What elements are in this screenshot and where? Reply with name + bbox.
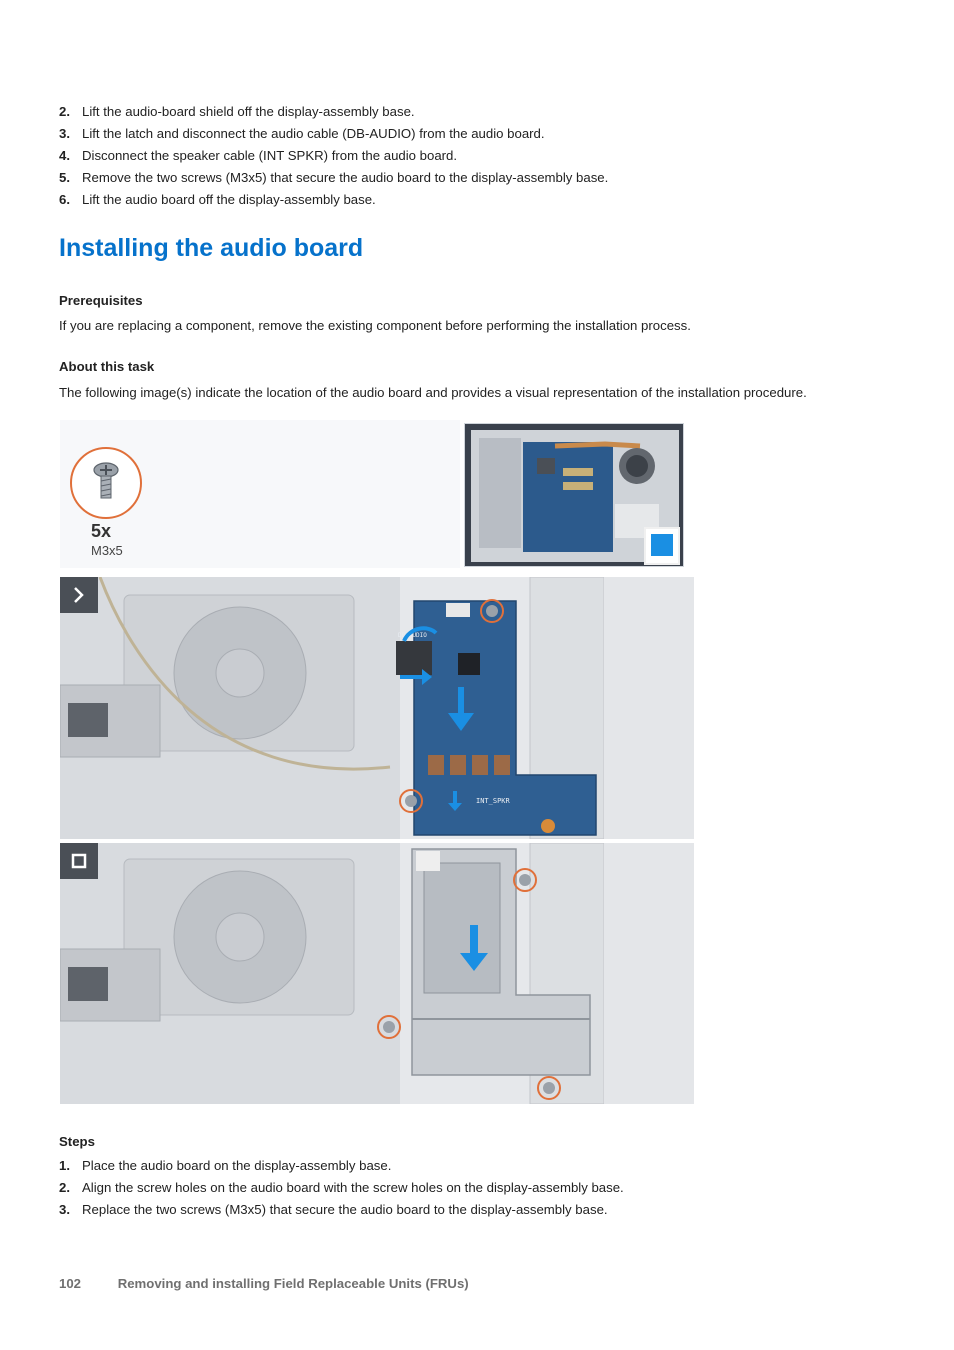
step-text: Replace the two screws (M3x5) that secure the audio board to the display-assembly base.	[82, 1202, 608, 1217]
removal-steps-list	[59, 101, 608, 211]
steps-heading: Steps	[59, 1134, 95, 1149]
screw-type: M3x5	[91, 543, 123, 558]
about-task-heading: About this task	[59, 359, 155, 374]
step-number: 6.	[59, 192, 70, 207]
step-number: 3.	[59, 126, 70, 141]
step-number: 2.	[59, 104, 70, 119]
list-item	[59, 145, 608, 167]
section-title: Installing the audio board	[59, 234, 364, 262]
overview-illustration	[464, 423, 684, 567]
step-number: 1.	[59, 1158, 70, 1173]
list-item	[59, 189, 608, 211]
step-text: Disconnect the speaker cable (INT SPKR) from the audio board.	[82, 148, 458, 163]
step-text: Place the audio board on the display-assembly base.	[82, 1158, 392, 1173]
install-steps-list	[59, 1155, 624, 1221]
step-text: Lift the audio-board shield off the display-assembly base.	[82, 104, 415, 119]
step-text: Lift the latch and disconnect the audio cable (DB-AUDIO) from the audio board.	[82, 126, 545, 141]
screw-icon	[89, 461, 123, 505]
list-item	[59, 1199, 624, 1221]
prerequisites-heading: Prerequisites	[59, 293, 143, 308]
screw-callout-panel	[60, 420, 460, 568]
list-item	[59, 167, 608, 189]
step-marker	[60, 843, 98, 879]
stop-square-icon	[70, 852, 88, 870]
step-number: 2.	[59, 1180, 70, 1195]
step-text: Lift the audio board off the display-assembly base.	[82, 192, 376, 207]
step2-illustration	[60, 843, 694, 1104]
step-marker	[60, 577, 98, 613]
step-text: Align the screw holes on the audio board with the screw holes on the display-assembly base.	[82, 1180, 624, 1195]
list-item	[59, 1177, 624, 1199]
about-task-text: The following image(s) indicate the location of the audio board and provides a visual representation of the installation procedure.	[59, 385, 807, 400]
list-item	[59, 1155, 624, 1177]
chapter-title: Removing and installing Field Replaceable Units (FRUs)	[117, 1276, 469, 1291]
step1-illustration	[60, 577, 694, 839]
list-item	[59, 101, 608, 123]
installation-figure	[60, 420, 694, 1104]
screw-count: 5x	[91, 521, 112, 541]
step-number: 4.	[59, 148, 70, 163]
int-spkr-label: INT_SPKR	[476, 797, 510, 805]
prerequisites-text: If you are replacing a component, remove the existing component before performing the installation process.	[59, 318, 691, 333]
page-footer	[59, 1276, 469, 1291]
step-number: 5.	[59, 170, 70, 185]
step-text: Remove the two screws (M3x5) that secure the audio board to the display-assembly base.	[82, 170, 609, 185]
step-number: 3.	[59, 1202, 70, 1217]
list-item	[59, 123, 608, 145]
chevron-right-icon	[70, 586, 88, 604]
page-number: 102	[59, 1276, 82, 1291]
screw-callout	[70, 447, 142, 519]
db-audio-label: DB-AUDIO	[398, 632, 427, 639]
